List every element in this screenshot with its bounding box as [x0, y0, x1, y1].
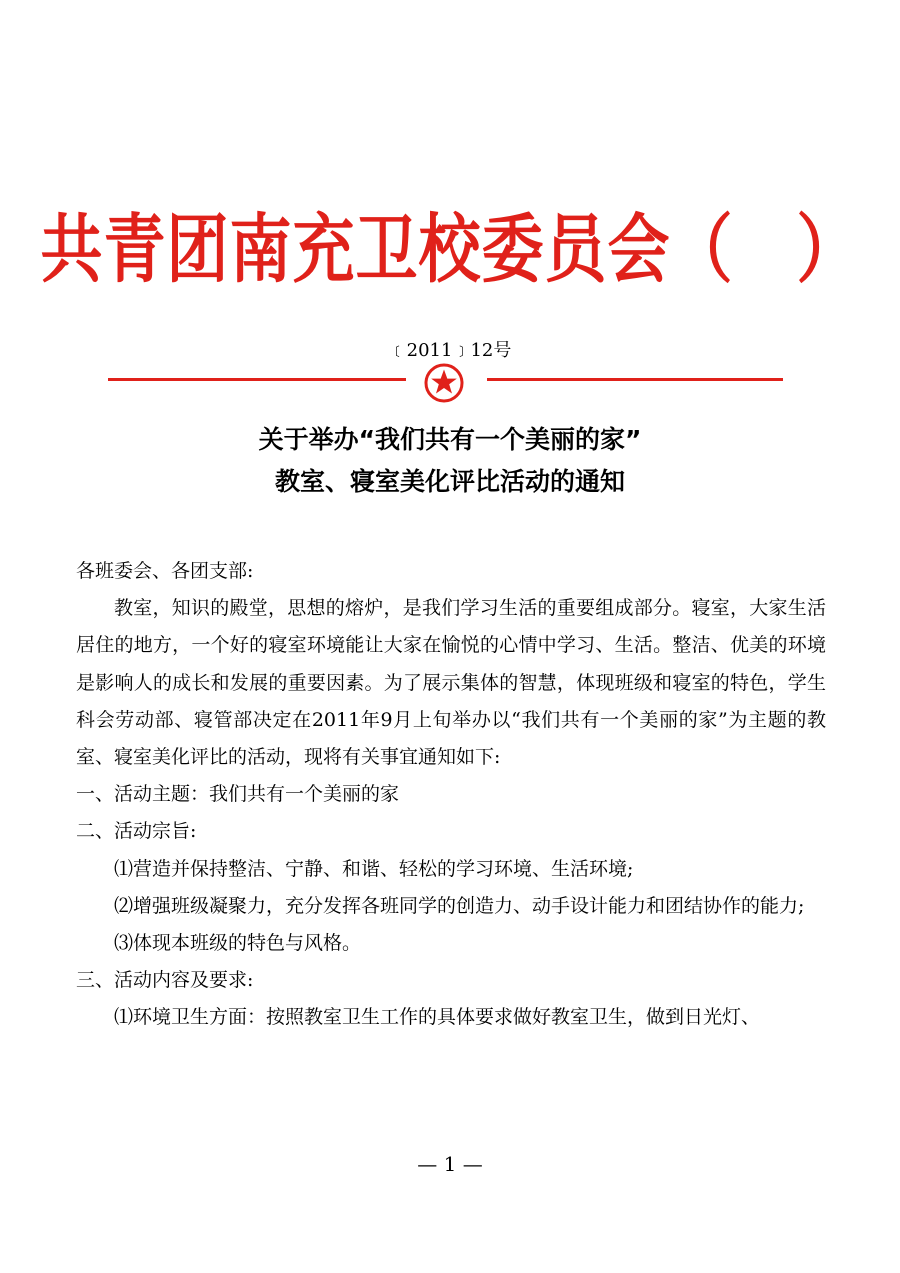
section-heading-aims: 二、活动宗旨:	[76, 820, 197, 843]
notice-title-line2: 教室、寝室美化评比活动的通知	[274, 467, 625, 496]
red-rule-right	[487, 378, 783, 381]
section-heading-content: 三、活动内容及要求:	[76, 969, 254, 992]
aim-item-1: ⑴营造并保持整洁、宁静、和谐、轻松的学习环境、生活环境;	[114, 857, 634, 880]
intro-paragraph: 教室，知识的殿堂，思想的熔炉，是我们学习生活的重要组成部分。寝室，大家生活居住的地方，一个好的寝室环境能让大家在愉悦的心情中学习、生活。整洁、优美的环境是影响人的成长和发展的重要因素。为了展示集体的智慧，体现班级和寝室的特色，学生科会劳动部、寝管部决定在2011年9月上旬举办以“我们共有一个美丽的家”为主题的教室、寝室美化评比的活动，现将有关事宜通知如下:	[76, 597, 826, 769]
red-rule-left	[108, 378, 406, 381]
red-star-emblem-icon	[423, 362, 465, 404]
document-number: ﹝2011﹞12号	[388, 340, 512, 361]
org-masthead: 共青团南充卫校委员会（ ）	[40, 205, 860, 294]
page-number: — 1 —	[417, 1152, 483, 1176]
section-heading-theme: 一、活动主题：我们共有一个美丽的家	[76, 783, 400, 806]
notice-body	[76, 553, 826, 1037]
salutation: 各班委会、各团支部:	[76, 560, 254, 582]
notice-title-line1: 关于举办“我们共有一个美丽的家”	[258, 425, 642, 454]
aim-item-3: ⑶体现本班级的特色与风格。	[114, 932, 362, 955]
aim-item-2: ⑵增强班级凝聚力，充分发挥各班同学的创造力、动手设计能力和团结协作的能力;	[114, 894, 805, 917]
requirement-item-1: ⑴环境卫生方面：按照教室卫生工作的具体要求做好教室卫生，做到日光灯、	[114, 1006, 761, 1029]
